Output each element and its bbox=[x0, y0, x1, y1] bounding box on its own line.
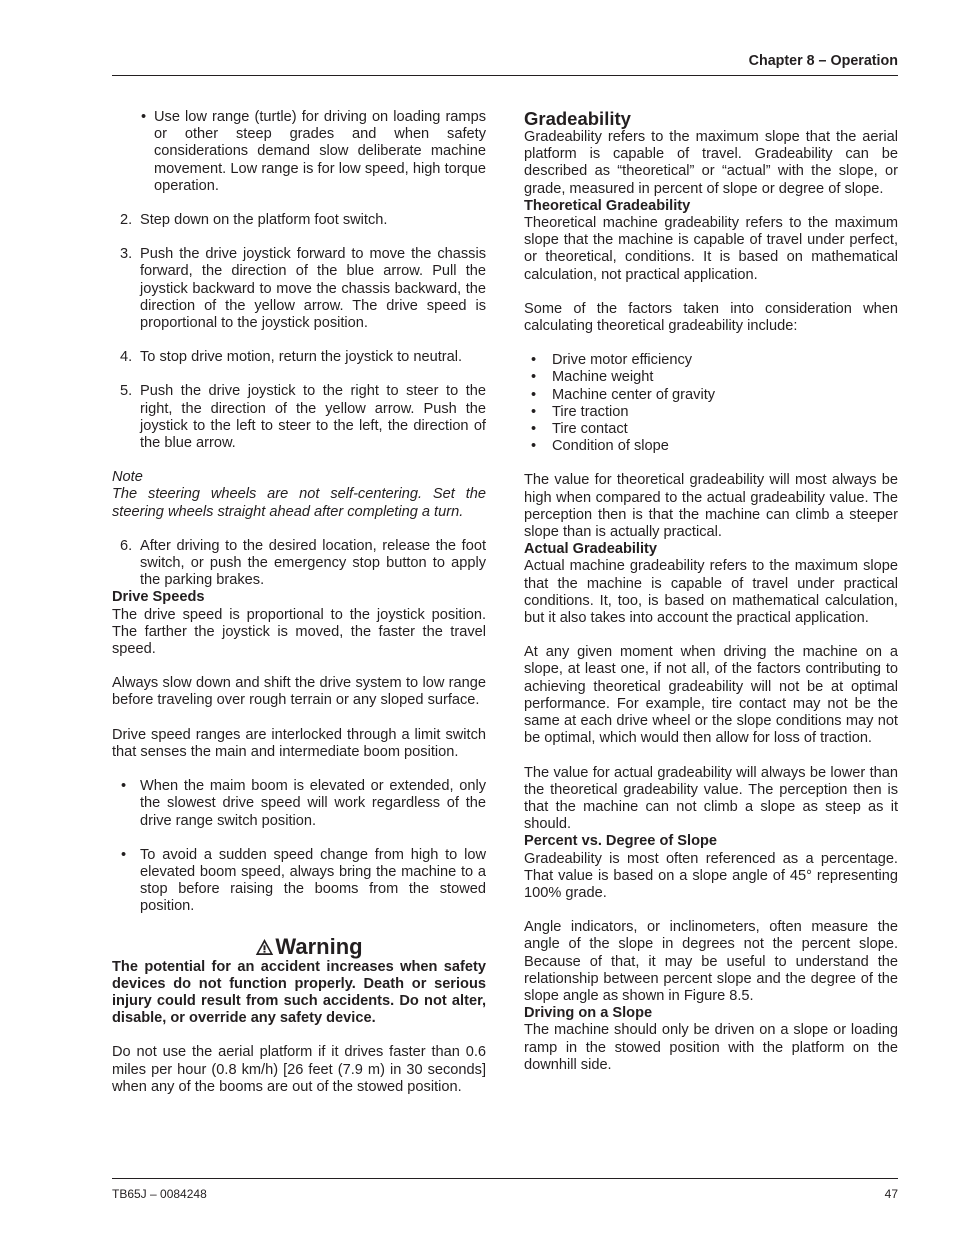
bullet-mark: • bbox=[531, 369, 537, 386]
drive-speeds-paragraph-3: Drive speed ranges are interlocked through a limit switch that senses the main and intermediate boom position. bbox=[112, 726, 486, 760]
percent-vs-degree-heading: Percent vs. Degree of Slope bbox=[524, 833, 718, 850]
bullet-mark: • bbox=[121, 778, 127, 795]
list-item bbox=[524, 421, 898, 438]
list-item bbox=[524, 404, 898, 421]
bullet-mark: • bbox=[141, 109, 147, 125]
list-item bbox=[524, 387, 898, 404]
chapter-header: Chapter 8 – Operation bbox=[748, 53, 898, 69]
step-5 bbox=[112, 383, 486, 452]
actual-paragraph-2: At any given moment when driving the machine on a slope, at least one, if not all, of the factors contributing to achieving theoretical gradeability will not be at optimal performance. For example, tire contact may not be the same at each drive wheel or the slope conditions may not be optimal, which would then allow for loss of traction. bbox=[524, 644, 898, 747]
drive-speeds-paragraph-1: The drive speed is proportional to the joystick position. The farther the joystick is moved, the faster the travel speed. bbox=[112, 606, 486, 658]
speed-change-bullet bbox=[112, 847, 486, 916]
right-column bbox=[524, 109, 898, 1074]
percent-paragraph-2: Angle indicators, or inclinometers, often measure the angle of the slope in degrees not the percent slope. Because of that, it may be useful to understand the relationship between percent slope and the degree of the slope angle as shown in Figure 8.5. bbox=[524, 919, 898, 1004]
bullet-mark: • bbox=[531, 403, 537, 420]
step-3 bbox=[112, 246, 486, 332]
list-item-text: Tire traction bbox=[552, 403, 629, 420]
driving-on-slope-heading: Driving on a Slope bbox=[524, 1005, 653, 1022]
low-range-text: Use low range (turtle) for driving on loading ramps or other steep grades and when safety considerations demand slow deliberate machine movement. Low range is for low speed, high torque operation. bbox=[154, 109, 486, 194]
bullet-mark: • bbox=[531, 421, 537, 438]
step-number: 5. bbox=[120, 383, 133, 400]
factors-list bbox=[524, 352, 898, 455]
low-range-bullet bbox=[112, 109, 486, 195]
theoretical-gradeability-heading: Theoretical Gradeability bbox=[524, 197, 691, 214]
bullet-mark: • bbox=[121, 846, 127, 863]
list-item bbox=[524, 352, 898, 369]
note-text: The steering wheels are not self-centering. Set the steering wheels straight ahead after completing a turn. bbox=[112, 486, 486, 520]
driving-on-slope-paragraph: The machine should only be driven on a slope or loading ramp in the stowed position with the platform on the downhill side. bbox=[524, 1022, 898, 1073]
footer-rule bbox=[112, 1178, 898, 1179]
document-id: TB65J – 0084248 bbox=[112, 1187, 207, 1201]
warning-title: Warning bbox=[275, 933, 363, 959]
gradeability-paragraph: Gradeability refers to the maximum slope that the aerial platform is capable of travel. Gradeability can be described as “theoretical” or “actual” with the slope, or grade, measured in percent of slope or degree of slope. bbox=[524, 129, 898, 197]
step-number: 2. bbox=[120, 212, 133, 229]
warning-triangle-icon bbox=[255, 938, 274, 956]
bullet-text: To avoid a sudden speed change from high to low elevated boom speed, always bring the machine to a stop before raising the booms from the stowed position. bbox=[140, 846, 486, 915]
header-rule bbox=[112, 75, 898, 76]
actual-paragraph-1: Actual machine gradeability refers to the maximum slope that the machine is capable of travel under practical conditions. It, too, is based on mathematical calculation, but it also takes into account the practical application. bbox=[524, 558, 898, 627]
warning-text: The potential for an accident increases when safety devices do not function properly. Death or serious injury could result from such accidents. Do not alter, disable, or override any safety device. bbox=[112, 958, 486, 1027]
list-item bbox=[524, 438, 898, 455]
note-label: Note bbox=[112, 469, 143, 486]
list-item-text: Condition of slope bbox=[552, 438, 669, 455]
left-column bbox=[112, 109, 486, 1096]
bullet-mark: • bbox=[531, 352, 537, 369]
bullet-mark: • bbox=[531, 438, 537, 455]
page-number: 47 bbox=[884, 1187, 898, 1201]
step-text: To stop drive motion, return the joystick to neutral. bbox=[140, 349, 463, 366]
step-number: 3. bbox=[120, 246, 133, 263]
theoretical-paragraph-1: Theoretical machine gradeability refers to the maximum slope that the machine is capable of travel under perfect, or theoretical, conditions. It is based on mathematical calculation, not practical application. bbox=[524, 215, 898, 283]
list-item bbox=[524, 369, 898, 386]
step-number: 4. bbox=[120, 349, 133, 366]
list-item-text: Drive motor efficiency bbox=[552, 352, 693, 369]
step-text: Push the drive joystick forward to move the chassis forward, the direction of the blue arrow. Pull the joystick backward to move the chassis backward, the direction of the yellow arrow. The drive speed is proportional to the joystick position. bbox=[140, 246, 486, 332]
list-item-text: Tire contact bbox=[552, 421, 628, 438]
gradeability-heading: Gradeability bbox=[524, 108, 631, 129]
actual-gradeability-heading: Actual Gradeability bbox=[524, 541, 658, 558]
warning-heading bbox=[112, 935, 486, 959]
theoretical-paragraph-2: Some of the factors taken into consideration when calculating theoretical gradeability include: bbox=[524, 300, 898, 335]
percent-paragraph-1: Gradeability is most often referenced as a percentage. That value is based on a slope angle of 45° representing 100% grade. bbox=[524, 850, 898, 901]
step-text: Push the drive joystick to the right to steer to the right, the direction of the yellow arrow. Push the joystick to the left to steer to the left, the direction of the blue arrow. bbox=[140, 383, 486, 452]
list-item-text: Machine center of gravity bbox=[552, 386, 716, 403]
speed-limit-paragraph: Do not use the aerial platform if it drives faster than 0.6 miles per hour (0.8 km/h) [26 feet (7.9 m) in 30 seconds] when any of the booms are out of the stowed position. bbox=[112, 1044, 486, 1095]
bullet-mark: • bbox=[531, 386, 537, 403]
step-6 bbox=[112, 538, 486, 590]
actual-paragraph-3: The value for actual gradeability will always be lower than the theoretical gradeability value. The perception then is that the machine can not climb a slope as steep as it should. bbox=[524, 764, 898, 833]
drive-speeds-heading: Drive Speeds bbox=[112, 589, 205, 606]
bullet-text: When the maim boom is elevated or extended, only the slowest drive speed will work regardless of the drive range switch position. bbox=[140, 778, 486, 829]
boom-elevated-bullet bbox=[112, 778, 486, 830]
step-number: 6. bbox=[120, 537, 133, 554]
drive-speeds-paragraph-2: Always slow down and shift the drive system to low range before traveling over rough terrain or any sloped surface. bbox=[112, 675, 486, 709]
list-item-text: Machine weight bbox=[552, 369, 654, 386]
step-4 bbox=[112, 349, 486, 366]
step-text: After driving to the desired location, release the foot switch, or push the emergency stop button to apply the parking brakes. bbox=[140, 537, 486, 589]
step-2 bbox=[112, 212, 486, 229]
theoretical-paragraph-3: The value for theoretical gradeability will most always be high when compared to the actual gradeability value. The perception then is that the machine can climb a steeper slope than is actually practical. bbox=[524, 472, 898, 541]
step-text: Step down on the platform foot switch. bbox=[140, 212, 388, 229]
